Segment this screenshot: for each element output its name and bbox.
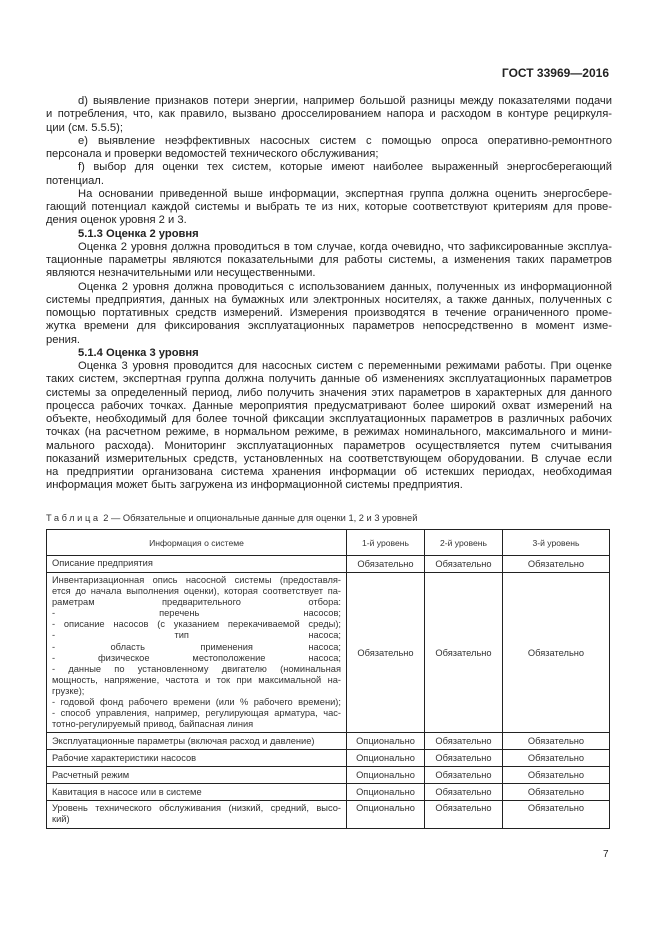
table-caption-prefix: Таблица	[46, 513, 101, 523]
paragraph-line: Оценка 2 уровня должна проводиться с использованием данных, полученных из информационной	[78, 280, 612, 293]
cell-line: - область применения насоса;	[52, 641, 341, 652]
level-3-cell: Обязательно	[503, 801, 610, 828]
level-1-cell: Опционально	[347, 801, 425, 828]
level-2-cell: Обязательно	[425, 801, 503, 828]
table-row	[47, 767, 610, 784]
paragraph-line: потенциал.	[46, 174, 104, 187]
cell-line: кий)	[52, 814, 70, 825]
paragraph-line: e) выявление неэффективных насосных систем с помощью опроса оперативно-ремонтного	[78, 134, 612, 147]
header-level-2: 2-й уровень	[425, 530, 503, 556]
level-3-cell: Обязательно	[503, 750, 610, 767]
cell-line: - тип насоса;	[52, 630, 341, 641]
paragraph-line: помощью портативных средств измерений. Измерения производятся в течение ограниченного проме-	[46, 307, 612, 319]
cell-line: грузке);	[52, 685, 85, 696]
cell-line: - годовой фонд рабочего времени (или % рабочего времени);	[52, 697, 341, 708]
paragraph-line: жутка времени для фиксирования эксплуатационных параметров непосредственно в момент изме-	[46, 320, 612, 333]
cell-line: Уровень технического обслуживания (низкий, средний, высо-	[52, 803, 341, 814]
data-requirements-table	[46, 529, 610, 829]
section-heading: 5.1.3 Оценка 2 уровня	[78, 227, 199, 240]
level-2-cell: Обязательно	[425, 767, 503, 784]
paragraph-line: рения.	[46, 333, 81, 346]
level-2-cell: Обязательно	[425, 750, 503, 767]
cell-line: Расчетный режим	[52, 769, 130, 780]
table-caption	[46, 513, 417, 523]
paragraph-line: системы за определенный период, либо получить значения этих параметров в характерных для данного	[46, 386, 612, 399]
cell-line: ется до начала выполнения оценки), которая соответствует па-	[52, 586, 341, 597]
level-2-cell: Обязательно	[425, 573, 503, 733]
section-heading: 5.1.4 Оценка 3 уровня	[78, 346, 199, 359]
paragraph-line: мального расхода). Мониторинг эксплуатационных параметров осуществляется путем считывания	[46, 439, 612, 452]
paragraph-line: d) выявление признаков потери энергии, например большой разницы между показателями подачи	[78, 95, 612, 107]
page-number: 7	[603, 849, 609, 860]
level-3-cell: Обязательно	[503, 556, 610, 573]
paragraph-line: На основании приведенной выше информации, экспертная группа должна оценить энергосбере-	[78, 187, 612, 200]
cell-line: Рабочие характеристики насосов	[52, 752, 197, 763]
system-info-cell	[47, 767, 347, 784]
cell-line: тотно-регулируемый привод, байпасная линия	[52, 719, 254, 730]
system-info-cell	[47, 801, 347, 828]
paragraph-line: персонала и проверки ведомостей технического обслуживания;	[46, 148, 379, 160]
table-header-row	[47, 530, 610, 556]
cell-line: раметрам предварительного отбора:	[52, 597, 341, 608]
table-row	[47, 750, 610, 767]
system-info-cell	[47, 573, 347, 733]
paragraph-line: тационные параметры являются показательными для работы системы, а изменения таких параметров	[46, 254, 612, 266]
paragraph-line: Оценка 2 уровня должна проводиться в том случае, когда очевидно, что зафиксированные эксплуа-	[78, 240, 612, 253]
cell-line: Описание предприятия	[52, 558, 153, 569]
cell-line: мощность, напряжение, частота и ток при максимальной на-	[52, 674, 341, 685]
paragraph-line: объекте, необходимый для более точной фиксации эксплуатационных параметров в различных рабочих	[46, 413, 612, 425]
table-body	[47, 556, 610, 829]
paragraph-line: Оценка 3 уровня проводится для насосных систем с переменными режимами работы. При оценке	[78, 360, 612, 372]
paragraph-line: являются незначительными или несущественными.	[46, 267, 316, 280]
cell-line: Кавитация в насосе или в системе	[52, 786, 202, 797]
document-body	[46, 95, 612, 493]
header-level-3: 3-й уровень	[503, 530, 610, 556]
paragraph-line: процесса рабочих точках. Данные мероприятия предусматривают более широкий охват измерений на	[46, 399, 612, 412]
paragraph-line: ции (см. 5.5.5);	[46, 121, 123, 134]
paragraph-line: точках (на расчетном режиме, в нормальном режиме, в режимах номинального, максимального и мини-	[46, 426, 612, 439]
paragraph-line: таких систем, экспертная группа должна получить данные об изменениях эксплуатационных параметров	[46, 373, 612, 386]
level-3-cell: Обязательно	[503, 784, 610, 801]
header-system-info: Информация о системе	[47, 530, 347, 556]
level-2-cell: Обязательно	[425, 556, 503, 573]
cell-line: Инвентаризационная опись насосной системы (предоставля-	[52, 575, 341, 585]
level-1-cell: Опционально	[347, 767, 425, 784]
cell-line: Эксплуатационные параметры (включая расход и давление)	[52, 735, 315, 746]
level-2-cell: Обязательно	[425, 784, 503, 801]
cell-line: - перечень насосов;	[52, 608, 341, 619]
cell-line: - данные по установленному двигателю (номинальная	[52, 663, 341, 674]
document-header-id: ГОСТ 33969—2016	[501, 66, 609, 80]
paragraph-line: информация может быть загружена из информационной системы предприятия.	[46, 479, 463, 492]
table-caption-text: 2 — Обязательные и опциональные данные для оценки 1, 2 и 3 уровней	[100, 513, 418, 523]
system-info-cell	[47, 750, 347, 767]
header-level-1: 1-й уровень	[347, 530, 425, 556]
level-1-cell: Обязательно	[347, 573, 425, 733]
level-3-cell: Обязательно	[503, 733, 610, 750]
paragraph-line: на предприятии организована система хранения информации об истекших периодах, необходимая	[46, 466, 612, 478]
system-info-cell	[47, 556, 347, 573]
level-2-cell: Обязательно	[425, 733, 503, 750]
level-1-cell: Опционально	[347, 733, 425, 750]
cell-line: - описание насосов (с указанием перекачиваемой среды);	[52, 619, 341, 630]
level-1-cell: Обязательно	[347, 556, 425, 573]
paragraph-line: f) выбор для оценки тех систем, которые имеют наиболее выраженный энергосберегающий	[78, 161, 612, 174]
paragraph-line: дения оценок уровня 2 и 3.	[46, 214, 187, 227]
level-1-cell: Опционально	[347, 750, 425, 767]
level-1-cell: Опционально	[347, 784, 425, 801]
paragraph-line: системы предприятия, данных на бумажных или электронных носителях, а также данных, полученных с	[46, 293, 612, 306]
cell-line: - физическое местоположение насоса;	[52, 652, 341, 663]
system-info-cell	[47, 733, 347, 750]
table-row	[47, 556, 610, 573]
level-3-cell: Обязательно	[503, 573, 610, 733]
cell-line: - способ управления, например, регулирующая арматура, час-	[52, 708, 341, 719]
paragraph-line: и потребления, что, как правило, вызвано дросселированием напора и расходом в контуре рециркуля-	[46, 108, 612, 121]
paragraph-line: гающий потенциал каждой системы и выбрать те из них, которые соответствуют критериям для прове-	[46, 201, 612, 213]
table-row	[47, 801, 610, 828]
table-row	[47, 573, 610, 733]
table-row	[47, 733, 610, 750]
table-row	[47, 784, 610, 801]
system-info-cell	[47, 784, 347, 801]
level-3-cell: Обязательно	[503, 767, 610, 784]
paragraph-line: показаний измерительных средств, установленных на соответствующем оборудовании. В случае если	[46, 452, 612, 465]
